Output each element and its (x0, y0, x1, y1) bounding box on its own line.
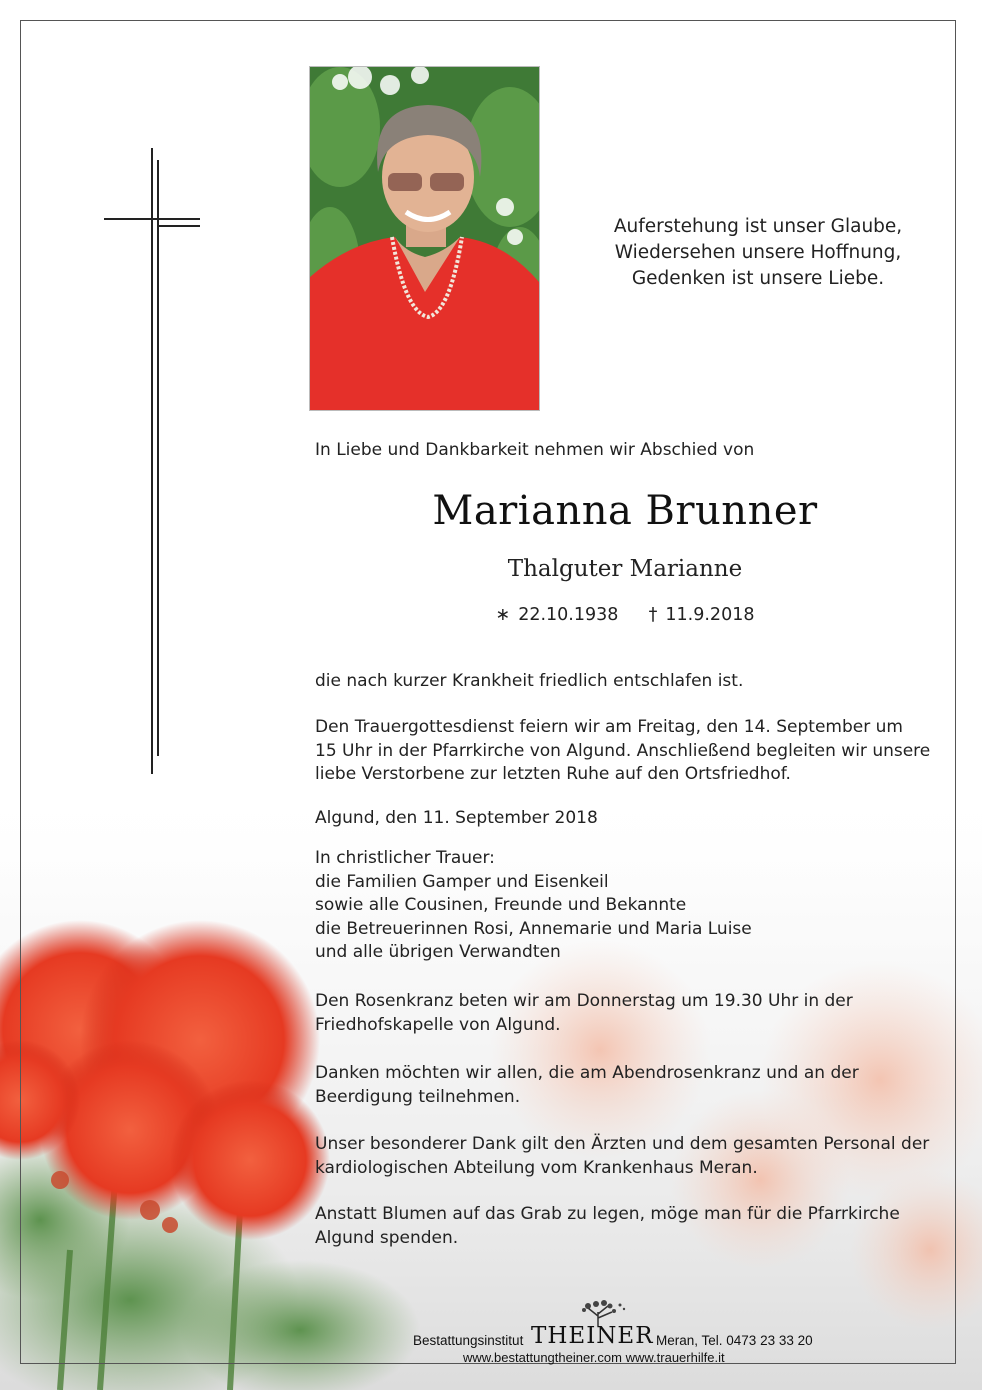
deceased-nickname: Thalguter Marianne (507, 556, 743, 582)
paragraph-line: Algund, den 11. September 2018 (315, 808, 598, 828)
paragraph-line: Beerdigung teilnehmen. (315, 1086, 521, 1107)
paragraph-line: liebe Verstorbene zur letzten Ruhe auf den Ortsfriedhof. (315, 764, 791, 784)
donation-paragraph (315, 1203, 900, 1250)
intro-text: In Liebe und Dankbarkeit nehmen wir Abschied von (315, 440, 755, 460)
rosary-paragraph (315, 990, 853, 1037)
footer-label: Bestattungsinstitut (413, 1333, 524, 1348)
footer-brand: THEINER (531, 1323, 654, 1349)
paragraph-line: Algund spenden. (315, 1227, 459, 1248)
quote-line: Gedenken ist unsere Liebe. (631, 268, 885, 289)
paragraph-line: 15 Uhr in der Pfarrkirche von Algund. Anschließend begleiten wir unsere (315, 740, 931, 761)
place-date (315, 807, 598, 831)
paragraph-line: und alle übrigen Verwandten (315, 942, 561, 962)
quote-line: Wiedersehen unsere Hoffnung, (614, 242, 902, 263)
special-thanks-paragraph (315, 1133, 929, 1180)
quote-line: Auferstehung ist unser Glaube, (613, 216, 903, 237)
life-dates (315, 605, 935, 625)
paragraph-line: Den Rosenkranz beten wir am Donnerstag um 19.30 Uhr in der (315, 991, 853, 1011)
service-paragraph (315, 716, 930, 787)
paragraph-line: Unser besonderer Dank gilt den Ärzten und dem gesamten Personal der (315, 1134, 930, 1154)
paragraph-line: Anstatt Blumen auf das Grab zu legen, möge man für die Pfarrkirche (315, 1204, 900, 1224)
quote-block (598, 214, 918, 292)
footer-websites[interactable]: www.bestattungtheiner.com www.trauerhilfe.it (463, 1350, 725, 1365)
paragraph-line: die Betreuerinnen Rosi, Annemarie und Maria Luise (315, 918, 752, 939)
deceased-name: Marianna Brunner (432, 488, 818, 534)
paragraph-line: Friedhofskapelle von Algund. (315, 1014, 561, 1035)
paragraph-line: Danken möchten wir allen, die am Abendrosenkranz und an der (315, 1063, 859, 1083)
birth-date: 22.10.1938 (518, 605, 619, 625)
paragraph-line: sowie alle Cousinen, Freunde und Bekannte (315, 895, 687, 915)
paragraph-line: kardiologischen Abteilung vom Krankenhaus Meran. (315, 1157, 758, 1178)
paragraph-line: die nach kurzer Krankheit friedlich entschlafen ist. (315, 671, 744, 691)
paragraph-line: die Familien Gamper und Eisenkeil (315, 871, 609, 892)
thanks-paragraph (315, 1062, 859, 1109)
portrait-photo (310, 67, 539, 410)
mourners-paragraph (315, 847, 752, 965)
death-date: 11.9.2018 (665, 605, 755, 625)
paragraph-line: Den Trauergottesdienst feiern wir am Freitag, den 14. September um (315, 717, 903, 737)
paragraph-line: In christlicher Trauer: (315, 848, 495, 868)
birth-star-icon: ∗ (495, 605, 511, 625)
death-cross-icon: † (648, 605, 658, 625)
peaceful-text (315, 670, 743, 694)
footer-contact: Meran, Tel. 0473 23 33 20 (656, 1333, 813, 1348)
